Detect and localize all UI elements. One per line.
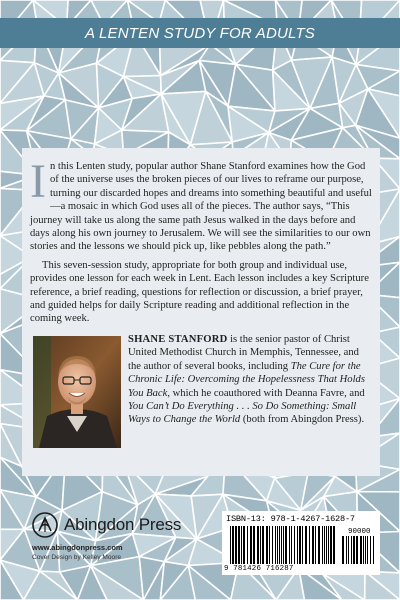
series-banner bbox=[0, 18, 400, 48]
book-title-2: You Can’t Do Everything . . . So Do Something: Small Ways to Change the World bbox=[128, 401, 357, 426]
book-title-1: The Cure for the Chronic Life: Overcoming the Hopelessness That Holds You Back bbox=[128, 360, 365, 399]
author-photo bbox=[33, 336, 121, 448]
book-description bbox=[30, 155, 372, 326]
publisher-logo-icon bbox=[32, 512, 58, 538]
bio-text-2: , which he coauthored with Deanna Favre, and bbox=[167, 387, 365, 399]
description-paragraph-1 bbox=[30, 155, 372, 254]
author-name: SHANE STANFORD bbox=[128, 334, 228, 345]
publisher-name: Abingdon Press bbox=[64, 515, 182, 534]
barcode-block bbox=[222, 511, 380, 575]
cover-design-credit: Cover Design by Kelley Moore bbox=[32, 554, 122, 561]
barcode-digits: 9 781426 716287 bbox=[224, 565, 294, 573]
publisher-website: www.abingdonpress.com bbox=[32, 543, 123, 552]
series-title: A LENTEN STUDY FOR ADULTS bbox=[84, 24, 316, 42]
description-p1-text: n this Lenten study, popular author Shane Stanford examines how the God of the universe uses the broken pieces of our lives to reframe our purpose, turning our discarded hopes and dreams into something beautiful and useful—a mosaic in which God uses all of the pieces. The author says, “This journey will take us along the same path Jesus walked in the days before and days along his own journey to Jerusalem. We will see the similarities to our own stories and the lessons we should pick up, like pebbles along the path.” bbox=[30, 161, 372, 253]
drop-cap: I bbox=[30, 155, 46, 208]
ean-barcode bbox=[230, 526, 338, 566]
bio-text-3: (both from Abingdon Press). bbox=[240, 414, 365, 426]
isbn-text: ISBN-13: 978-1-4267-1628-7 bbox=[226, 514, 355, 524]
publisher-logo-block bbox=[32, 512, 181, 538]
description-paragraph-2: This seven-session study, appropriate for both group and individual use, provides one lesson for each week in Lent. Each lesson includes a key Scripture reference, a brief reading, questions for reflection or discussion, a brief prayer, and guided helps for daily Scripture reading and additional reflection in the coming week. bbox=[30, 259, 369, 325]
bio-text-1: is the senior pastor of Christ United Methodist Church in Memphis, Tennessee, and the author of several books, including bbox=[128, 334, 359, 372]
price-code: 90000 bbox=[348, 528, 371, 536]
author-bio bbox=[128, 333, 372, 427]
supplemental-barcode bbox=[342, 536, 376, 566]
